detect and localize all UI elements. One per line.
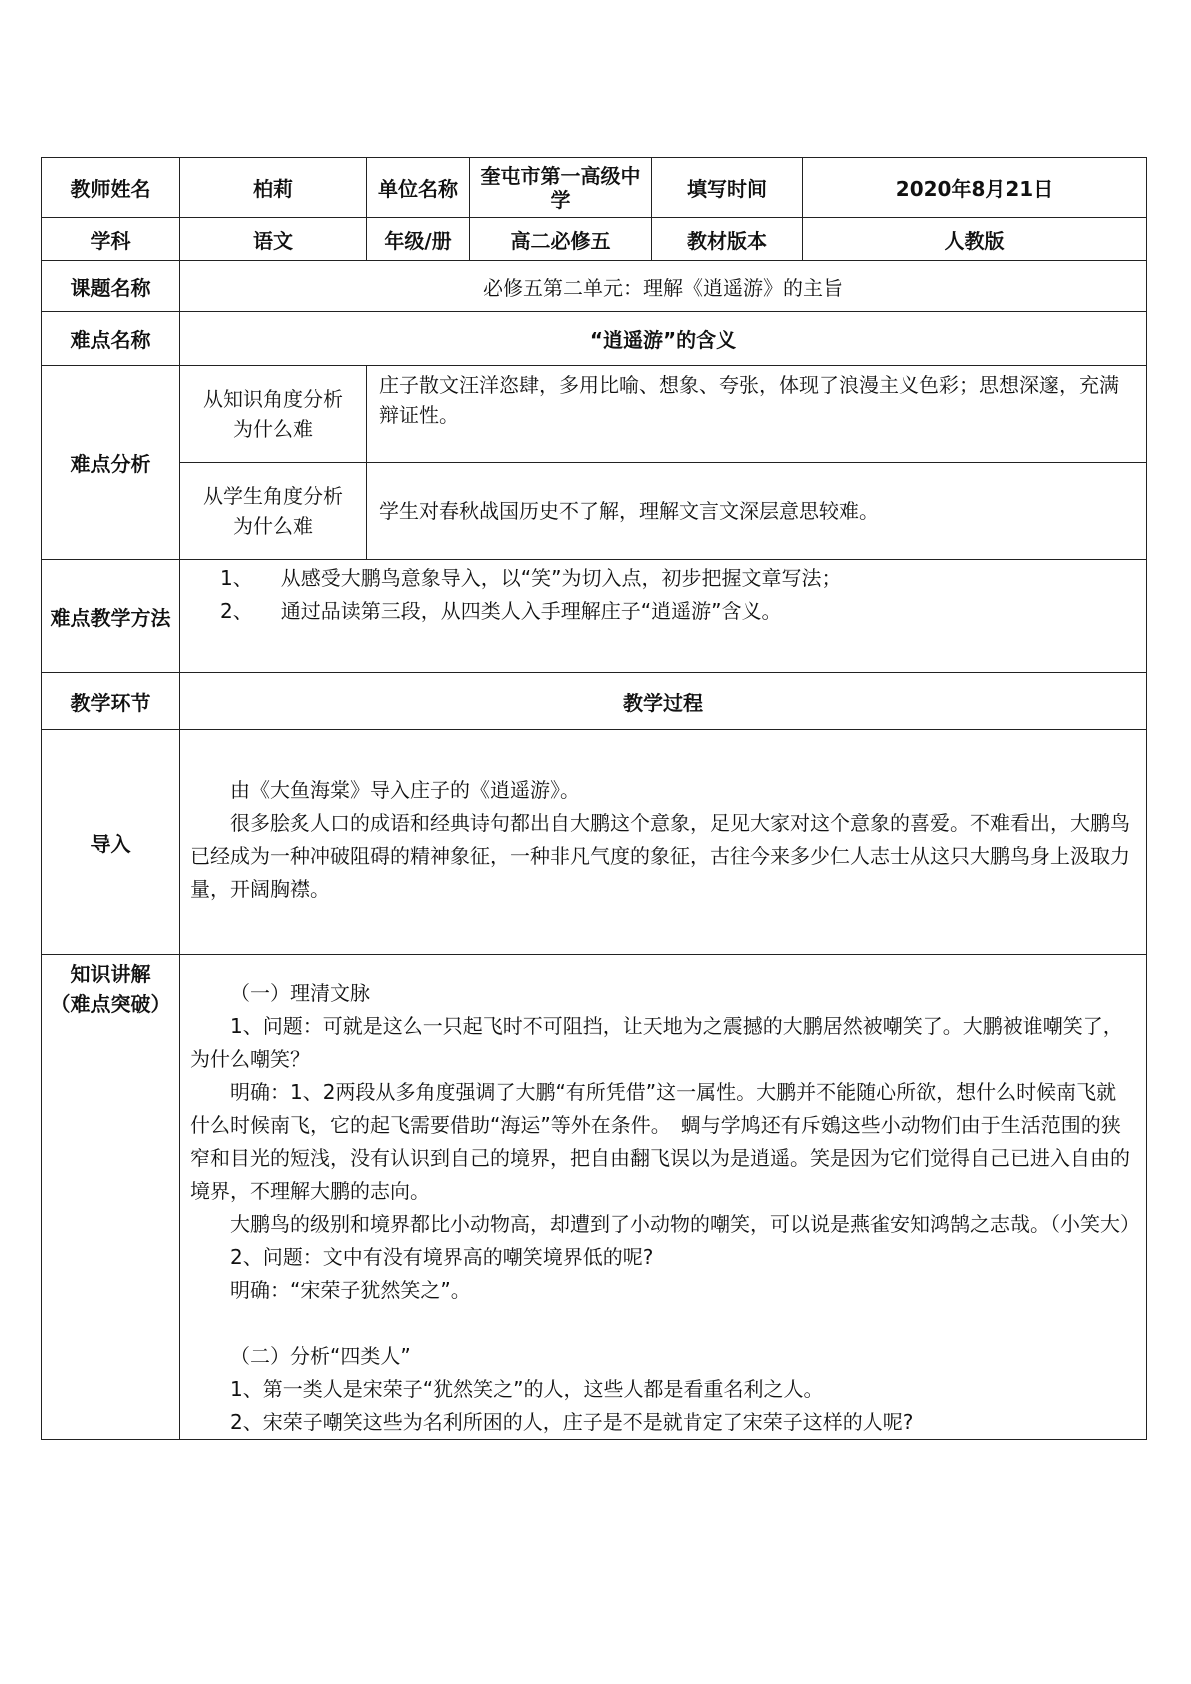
unit-name-label: 单位名称 [367,158,470,218]
info-row-2 [42,218,1147,261]
knowledge-paragraph: 2、宋荣子嘲笑这些为名利所困的人，庄子是不是就肯定了宋荣子这样的人呢? [230,1410,914,1434]
teacher-name-label: 教师姓名 [42,158,180,218]
knowledge-label [42,955,180,1440]
knowledge-paragraph: 明确：“宋荣子犹然笑之”。 [230,1278,471,1302]
method-item-number: 1、 [220,566,253,590]
topic-row [42,261,1147,312]
grade-value: 高二必修五 [470,218,652,261]
knowledge-paragraph: （一）理清文脉 [230,981,370,1005]
knowledge-angle-label: 从知识角度分析为什么难 [180,366,367,463]
knowledge-paragraph: 明确：1、2两段从多角度强调了大鹏“有所凭借”这一属性。大鹏并不能随心所欲，想什么时候南飞就什么时候南飞，它的起飞需要借助“海运”等外在条件。 蜩与学鸠还有斥鴳这些小动物们由于生活范围的狭窄和目光的短浅，没有认识到自己的境界，把自由翻飞误以为是逍遥。笑是因为它们觉得自己已进入自由的境界，不理解大鹏的志向。 [190,1080,1130,1203]
analysis-row-knowledge [42,366,1147,463]
unit-name-value: 奎屯市第一高级中学 [470,158,652,218]
difficulty-row [42,312,1147,366]
topic-value: 必修五第二单元：理解《逍遥游》的主旨 [180,261,1147,312]
knowledge-paragraph: （二）分析“四类人” [230,1344,411,1368]
difficulty-label: 难点名称 [42,312,180,366]
fill-date-value: 2020年8月21日 [803,158,1147,218]
student-angle-text: 学生对春秋战国历史不了解，理解文言文深层意思较难。 [367,463,1147,560]
knowledge-paragraph: 大鹏鸟的级别和境界都比小动物高，却遭到了小动物的嘲笑，可以说是燕雀安知鸿鹄之志哉。（小笑大） [230,1212,1140,1236]
knowledge-paragraph: 1、问题：可就是这么一只起飞时不可阻挡，让天地为之震撼的大鹏居然被嘲笑了。大鹏被谁嘲笑了，为什么嘲笑？ [190,1014,1123,1071]
method-item [220,562,1134,595]
knowledge-content [180,955,1147,1440]
method-item-text: 通过品读第三段，从四类人入手理解庄子“逍遥游”含义。 [280,599,782,623]
subject-label: 学科 [42,218,180,261]
lesson-plan-table [41,157,1147,1440]
teaching-stage-label: 教学环节 [42,673,180,730]
analysis-label: 难点分析 [42,366,180,560]
student-angle-label: 从学生角度分析为什么难 [180,463,367,560]
difficulty-value: “逍遥游”的含义 [180,312,1147,366]
topic-label: 课题名称 [42,261,180,312]
method-item-text: 从感受大鹏鸟意象导入，以“笑”为切入点，初步把握文章写法； [280,566,842,590]
method-row [42,560,1147,673]
fill-date-label: 填写时间 [652,158,803,218]
teaching-process-label: 教学过程 [180,673,1147,730]
knowledge-label-line: 知识讲解 [70,962,151,986]
knowledge-row [42,955,1147,1440]
method-item-number: 2、 [220,599,253,623]
knowledge-label-line: （难点突破） [50,992,171,1016]
teacher-name-value: 柏莉 [180,158,367,218]
intro-label: 导入 [42,730,180,955]
analysis-row-student [42,463,1147,560]
knowledge-blank-line [190,1307,1134,1340]
method-item [220,595,1134,628]
intro-row [42,730,1147,955]
edition-value: 人教版 [803,218,1147,261]
subject-value: 语文 [180,218,367,261]
knowledge-paragraph: 2、问题：文中有没有境界高的嘲笑境界低的呢? [230,1245,654,1269]
grade-label: 年级/册 [367,218,470,261]
knowledge-paragraph: 1、第一类人是宋荣子“犹然笑之”的人，这些人都是看重名利之人。 [230,1377,824,1401]
knowledge-angle-text: 庄子散文汪洋恣肆，多用比喻、想象、夸张，体现了浪漫主义色彩；思想深邃，充满辩证性。 [367,366,1147,463]
intro-paragraph: 很多脍炙人口的成语和经典诗句都出自大鹏这个意象，足见大家对这个意象的喜爱。不难看出，大鹏鸟已经成为一种冲破阻碍的精神象征，一种非凡气度的象征，古往今来多少仁人志士从这只大鹏鸟身上汲取力量，开阔胸襟。 [190,811,1130,901]
info-row-1 [42,158,1147,218]
method-list [180,560,1147,673]
edition-label: 教材版本 [652,218,803,261]
method-label: 难点教学方法 [42,560,180,673]
intro-paragraph: 由《大鱼海棠》导入庄子的《逍遥游》。 [230,778,580,802]
process-header-row [42,673,1147,730]
intro-content [180,730,1147,955]
